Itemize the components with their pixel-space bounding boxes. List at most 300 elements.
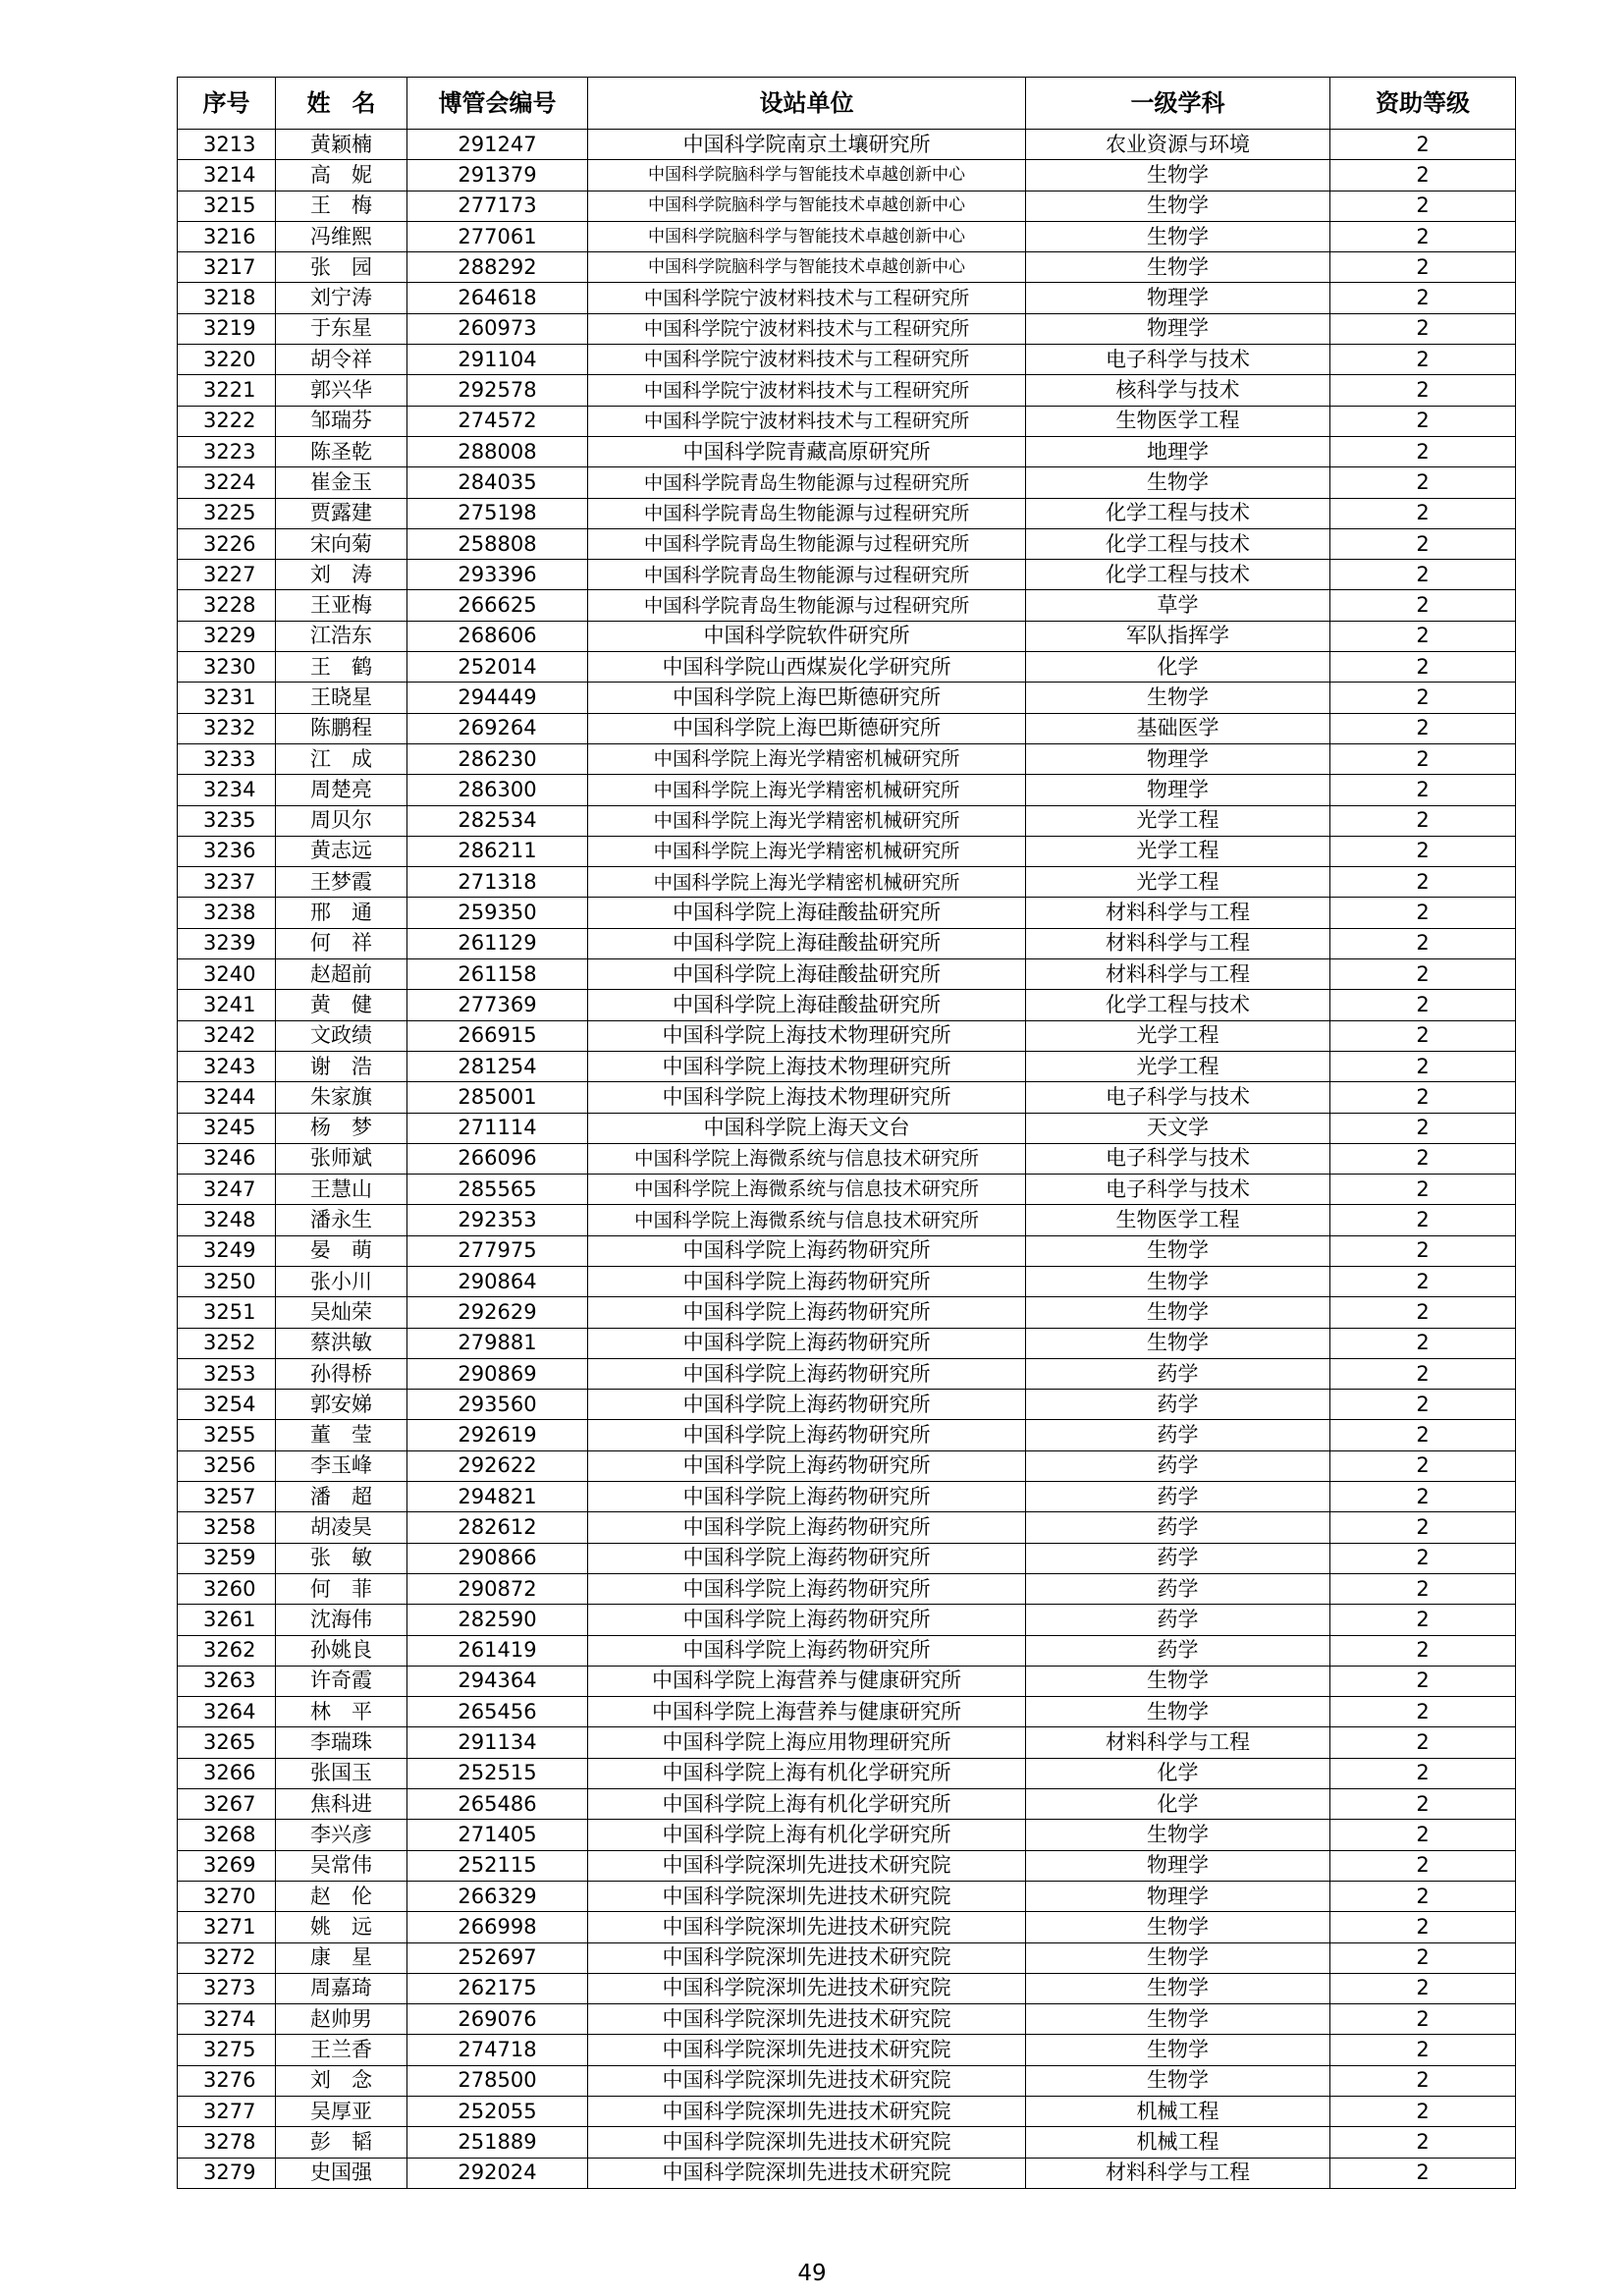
cell-discipline: 生物学 xyxy=(1026,1973,1330,2003)
cell-discipline: 电子科学与技术 xyxy=(1026,1175,1330,1205)
cell-grade: 2 xyxy=(1330,1328,1516,1358)
cell-grade: 2 xyxy=(1330,2004,1516,2035)
cell-name: 李瑞珠 xyxy=(276,1727,407,1758)
cell-grade: 2 xyxy=(1330,528,1516,559)
table-row xyxy=(178,1973,1516,2003)
cell-name: 王慧山 xyxy=(276,1175,407,1205)
table-row xyxy=(178,1758,1516,1788)
table-row xyxy=(178,467,1516,498)
cell-grade: 2 xyxy=(1330,1820,1516,1850)
table-row xyxy=(178,590,1516,621)
cell-name: 晏 萌 xyxy=(276,1235,407,1266)
cell-discipline: 药学 xyxy=(1026,1358,1330,1389)
cell-grade: 2 xyxy=(1330,1266,1516,1296)
cell-code: 252014 xyxy=(407,652,588,683)
cell-code: 294821 xyxy=(407,1482,588,1512)
cell-discipline: 材料科学与工程 xyxy=(1026,898,1330,928)
cell-grade: 2 xyxy=(1330,375,1516,406)
cell-discipline: 军队指挥学 xyxy=(1026,621,1330,651)
table-row xyxy=(178,1266,1516,1296)
cell-seq: 3254 xyxy=(178,1390,276,1420)
cell-code: 266915 xyxy=(407,1020,588,1051)
cell-grade: 2 xyxy=(1330,836,1516,866)
cell-unit: 中国科学院上海药物研究所 xyxy=(588,1420,1026,1450)
cell-discipline: 电子科学与技术 xyxy=(1026,345,1330,375)
cell-name: 王 梅 xyxy=(276,191,407,221)
cell-discipline: 生物学 xyxy=(1026,1235,1330,1266)
cell-discipline: 物理学 xyxy=(1026,743,1330,774)
cell-discipline: 物理学 xyxy=(1026,283,1330,313)
cell-unit: 中国科学院上海药物研究所 xyxy=(588,1390,1026,1420)
table-row xyxy=(178,1543,1516,1573)
table-row xyxy=(178,560,1516,590)
table-row xyxy=(178,130,1516,160)
cell-unit: 中国科学院深圳先进技术研究院 xyxy=(588,1881,1026,1911)
cell-grade: 2 xyxy=(1330,436,1516,466)
cell-unit: 中国科学院宁波材料技术与工程研究所 xyxy=(588,406,1026,436)
cell-unit: 中国科学院深圳先进技术研究院 xyxy=(588,2097,1026,2127)
cell-name: 邢 通 xyxy=(276,898,407,928)
cell-code: 290866 xyxy=(407,1543,588,1573)
table-body xyxy=(178,130,1516,2189)
cell-grade: 2 xyxy=(1330,1297,1516,1328)
cell-unit: 中国科学院上海药物研究所 xyxy=(588,1482,1026,1512)
table-row xyxy=(178,1175,1516,1205)
cell-unit: 中国科学院上海应用物理研究所 xyxy=(588,1727,1026,1758)
table-row xyxy=(178,1235,1516,1266)
cell-grade: 2 xyxy=(1330,928,1516,958)
cell-unit: 中国科学院上海天文台 xyxy=(588,1113,1026,1143)
cell-code: 261158 xyxy=(407,959,588,990)
cell-unit: 中国科学院上海药物研究所 xyxy=(588,1328,1026,1358)
cell-grade: 2 xyxy=(1330,345,1516,375)
table-row xyxy=(178,1789,1516,1820)
cell-grade: 2 xyxy=(1330,1727,1516,1758)
cell-grade: 2 xyxy=(1330,898,1516,928)
cell-name: 张 园 xyxy=(276,252,407,283)
cell-code: 268606 xyxy=(407,621,588,651)
cell-code: 262175 xyxy=(407,1973,588,2003)
cell-grade: 2 xyxy=(1330,313,1516,344)
cell-discipline: 药学 xyxy=(1026,1543,1330,1573)
cell-discipline: 药学 xyxy=(1026,1482,1330,1512)
cell-seq: 3278 xyxy=(178,2127,276,2158)
header-name: 姓名 xyxy=(276,78,407,130)
cell-grade: 2 xyxy=(1330,1543,1516,1573)
cell-name: 张国玉 xyxy=(276,1758,407,1788)
cell-seq: 3277 xyxy=(178,2097,276,2127)
table-row xyxy=(178,621,1516,651)
table-row xyxy=(178,1942,1516,1973)
cell-grade: 2 xyxy=(1330,560,1516,590)
cell-unit: 中国科学院脑科学与智能技术卓越创新中心 xyxy=(588,221,1026,251)
table-row xyxy=(178,1850,1516,1881)
cell-discipline: 药学 xyxy=(1026,1450,1330,1481)
cell-name: 赵帅男 xyxy=(276,2004,407,2035)
cell-code: 269264 xyxy=(407,713,588,743)
cell-code: 293396 xyxy=(407,560,588,590)
table-row xyxy=(178,2065,1516,2096)
table-row xyxy=(178,1450,1516,1481)
cell-discipline: 生物学 xyxy=(1026,2035,1330,2065)
cell-code: 293560 xyxy=(407,1390,588,1420)
cell-seq: 3271 xyxy=(178,1912,276,1942)
cell-code: 286230 xyxy=(407,743,588,774)
cell-discipline: 药学 xyxy=(1026,1635,1330,1666)
cell-grade: 2 xyxy=(1330,1205,1516,1235)
cell-name: 蔡洪敏 xyxy=(276,1328,407,1358)
cell-name: 江 成 xyxy=(276,743,407,774)
cell-grade: 2 xyxy=(1330,130,1516,160)
cell-discipline: 光学工程 xyxy=(1026,1020,1330,1051)
cell-discipline: 生物学 xyxy=(1026,683,1330,713)
cell-discipline: 化学 xyxy=(1026,1758,1330,1788)
table-row xyxy=(178,2158,1516,2188)
cell-discipline: 物理学 xyxy=(1026,1881,1330,1911)
cell-grade: 2 xyxy=(1330,1175,1516,1205)
cell-code: 282534 xyxy=(407,805,588,836)
cell-name: 宋向菊 xyxy=(276,528,407,559)
cell-seq: 3214 xyxy=(178,160,276,191)
table-row xyxy=(178,1912,1516,1942)
table-row xyxy=(178,283,1516,313)
cell-grade: 2 xyxy=(1330,1758,1516,1788)
table-row xyxy=(178,1881,1516,1911)
cell-name: 黄颖楠 xyxy=(276,130,407,160)
table-row xyxy=(178,1051,1516,1081)
table-row xyxy=(178,836,1516,866)
cell-grade: 2 xyxy=(1330,498,1516,528)
cell-seq: 3232 xyxy=(178,713,276,743)
cell-name: 吴灿荣 xyxy=(276,1297,407,1328)
cell-discipline: 化学 xyxy=(1026,652,1330,683)
cell-name: 黄 健 xyxy=(276,990,407,1020)
cell-name: 陈鹏程 xyxy=(276,713,407,743)
cell-discipline: 生物学 xyxy=(1026,1912,1330,1942)
cell-grade: 2 xyxy=(1330,1850,1516,1881)
cell-unit: 中国科学院上海光学精密机械研究所 xyxy=(588,867,1026,898)
table-row xyxy=(178,221,1516,251)
cell-name: 潘永生 xyxy=(276,1205,407,1235)
cell-discipline: 生物学 xyxy=(1026,191,1330,221)
cell-unit: 中国科学院上海营养与健康研究所 xyxy=(588,1666,1026,1696)
cell-code: 277061 xyxy=(407,221,588,251)
cell-name: 王亚梅 xyxy=(276,590,407,621)
cell-seq: 3221 xyxy=(178,375,276,406)
cell-code: 285565 xyxy=(407,1175,588,1205)
cell-grade: 2 xyxy=(1330,1973,1516,2003)
table-row xyxy=(178,928,1516,958)
cell-discipline: 材料科学与工程 xyxy=(1026,928,1330,958)
cell-code: 282590 xyxy=(407,1605,588,1635)
cell-seq: 3257 xyxy=(178,1482,276,1512)
cell-discipline: 生物学 xyxy=(1026,1697,1330,1727)
cell-unit: 中国科学院上海技术物理研究所 xyxy=(588,1051,1026,1081)
cell-grade: 2 xyxy=(1330,1635,1516,1666)
cell-seq: 3261 xyxy=(178,1605,276,1635)
cell-name: 郭安娣 xyxy=(276,1390,407,1420)
cell-grade: 2 xyxy=(1330,2097,1516,2127)
cell-seq: 3218 xyxy=(178,283,276,313)
cell-grade: 2 xyxy=(1330,221,1516,251)
cell-discipline: 生物学 xyxy=(1026,1266,1330,1296)
cell-seq: 3217 xyxy=(178,252,276,283)
cell-name: 胡令祥 xyxy=(276,345,407,375)
cell-seq: 3230 xyxy=(178,652,276,683)
cell-unit: 中国科学院上海有机化学研究所 xyxy=(588,1758,1026,1788)
cell-grade: 2 xyxy=(1330,252,1516,283)
cell-name: 朱家旗 xyxy=(276,1082,407,1113)
cell-seq: 3263 xyxy=(178,1666,276,1696)
cell-unit: 中国科学院脑科学与智能技术卓越创新中心 xyxy=(588,160,1026,191)
cell-code: 282612 xyxy=(407,1512,588,1543)
cell-seq: 3259 xyxy=(178,1543,276,1573)
cell-code: 260973 xyxy=(407,313,588,344)
table-row xyxy=(178,1082,1516,1113)
cell-code: 274572 xyxy=(407,406,588,436)
header-discipline: 一级学科 xyxy=(1026,78,1330,130)
cell-discipline: 地理学 xyxy=(1026,436,1330,466)
cell-name: 林 平 xyxy=(276,1697,407,1727)
cell-name: 张 敏 xyxy=(276,1543,407,1573)
cell-grade: 2 xyxy=(1330,1881,1516,1911)
cell-discipline: 生物学 xyxy=(1026,252,1330,283)
cell-name: 邹瑞芬 xyxy=(276,406,407,436)
cell-code: 261129 xyxy=(407,928,588,958)
cell-discipline: 生物学 xyxy=(1026,221,1330,251)
table-row xyxy=(178,683,1516,713)
cell-grade: 2 xyxy=(1330,1020,1516,1051)
cell-seq: 3238 xyxy=(178,898,276,928)
cell-discipline: 药学 xyxy=(1026,1420,1330,1450)
cell-unit: 中国科学院宁波材料技术与工程研究所 xyxy=(588,283,1026,313)
cell-code: 286211 xyxy=(407,836,588,866)
cell-unit: 中国科学院青岛生物能源与过程研究所 xyxy=(588,467,1026,498)
cell-discipline: 光学工程 xyxy=(1026,1051,1330,1081)
table-row xyxy=(178,1420,1516,1450)
cell-seq: 3234 xyxy=(178,775,276,805)
cell-seq: 3223 xyxy=(178,436,276,466)
cell-unit: 中国科学院上海药物研究所 xyxy=(588,1635,1026,1666)
cell-seq: 3252 xyxy=(178,1328,276,1358)
cell-name: 胡凌昊 xyxy=(276,1512,407,1543)
cell-discipline: 物理学 xyxy=(1026,775,1330,805)
cell-grade: 2 xyxy=(1330,283,1516,313)
cell-grade: 2 xyxy=(1330,867,1516,898)
cell-name: 许奇霞 xyxy=(276,1666,407,1696)
cell-seq: 3268 xyxy=(178,1820,276,1850)
cell-discipline: 天文学 xyxy=(1026,1113,1330,1143)
cell-grade: 2 xyxy=(1330,1666,1516,1696)
cell-discipline: 材料科学与工程 xyxy=(1026,959,1330,990)
cell-discipline: 光学工程 xyxy=(1026,867,1330,898)
table-row xyxy=(178,498,1516,528)
cell-seq: 3229 xyxy=(178,621,276,651)
cell-unit: 中国科学院青岛生物能源与过程研究所 xyxy=(588,560,1026,590)
table-row xyxy=(178,898,1516,928)
table-row xyxy=(178,713,1516,743)
cell-grade: 2 xyxy=(1330,1358,1516,1389)
cell-unit: 中国科学院上海巴斯德研究所 xyxy=(588,713,1026,743)
cell-code: 251889 xyxy=(407,2127,588,2158)
cell-name: 贾露建 xyxy=(276,498,407,528)
cell-seq: 3274 xyxy=(178,2004,276,2035)
table-row xyxy=(178,160,1516,191)
cell-grade: 2 xyxy=(1330,621,1516,651)
cell-name: 史国强 xyxy=(276,2158,407,2188)
cell-name: 郭兴华 xyxy=(276,375,407,406)
table-row xyxy=(178,1482,1516,1512)
cell-seq: 3240 xyxy=(178,959,276,990)
cell-code: 288008 xyxy=(407,436,588,466)
cell-seq: 3266 xyxy=(178,1758,276,1788)
cell-code: 277975 xyxy=(407,1235,588,1266)
cell-discipline: 化学工程与技术 xyxy=(1026,498,1330,528)
table-row xyxy=(178,1697,1516,1727)
cell-name: 周贝尔 xyxy=(276,805,407,836)
cell-seq: 3273 xyxy=(178,1973,276,2003)
cell-seq: 3236 xyxy=(178,836,276,866)
cell-discipline: 机械工程 xyxy=(1026,2127,1330,2158)
cell-unit: 中国科学院上海技术物理研究所 xyxy=(588,1020,1026,1051)
cell-unit: 中国科学院上海药物研究所 xyxy=(588,1235,1026,1266)
table-row xyxy=(178,1113,1516,1143)
cell-grade: 2 xyxy=(1330,406,1516,436)
cell-seq: 3246 xyxy=(178,1143,276,1174)
cell-seq: 3269 xyxy=(178,1850,276,1881)
header-row xyxy=(178,78,1516,130)
cell-code: 275198 xyxy=(407,498,588,528)
header-code: 博管会编号 xyxy=(407,78,588,130)
cell-seq: 3243 xyxy=(178,1051,276,1081)
cell-grade: 2 xyxy=(1330,990,1516,1020)
cell-code: 266625 xyxy=(407,590,588,621)
cell-code: 266998 xyxy=(407,1912,588,1942)
cell-unit: 中国科学院上海营养与健康研究所 xyxy=(588,1697,1026,1727)
cell-discipline: 生物学 xyxy=(1026,160,1330,191)
cell-code: 292619 xyxy=(407,1420,588,1450)
table-row xyxy=(178,743,1516,774)
cell-code: 269076 xyxy=(407,2004,588,2035)
cell-discipline: 材料科学与工程 xyxy=(1026,1727,1330,1758)
cell-discipline: 生物学 xyxy=(1026,1942,1330,1973)
cell-unit: 中国科学院青藏高原研究所 xyxy=(588,436,1026,466)
cell-grade: 2 xyxy=(1330,805,1516,836)
cell-discipline: 化学 xyxy=(1026,1789,1330,1820)
cell-unit: 中国科学院深圳先进技术研究院 xyxy=(588,2035,1026,2065)
cell-unit: 中国科学院软件研究所 xyxy=(588,621,1026,651)
cell-discipline: 药学 xyxy=(1026,1512,1330,1543)
cell-name: 文政绩 xyxy=(276,1020,407,1051)
cell-name: 吴常伟 xyxy=(276,1850,407,1881)
cell-name: 王兰香 xyxy=(276,2035,407,2065)
cell-discipline: 光学工程 xyxy=(1026,836,1330,866)
cell-seq: 3237 xyxy=(178,867,276,898)
table-row xyxy=(178,2127,1516,2158)
cell-unit: 中国科学院脑科学与智能技术卓越创新中心 xyxy=(588,191,1026,221)
table-row xyxy=(178,1328,1516,1358)
cell-name: 孙姚良 xyxy=(276,1635,407,1666)
cell-seq: 3258 xyxy=(178,1512,276,1543)
cell-name: 刘宁涛 xyxy=(276,283,407,313)
cell-grade: 2 xyxy=(1330,191,1516,221)
cell-name: 黄志远 xyxy=(276,836,407,866)
cell-name: 姚 远 xyxy=(276,1912,407,1942)
cell-unit: 中国科学院上海有机化学研究所 xyxy=(588,1789,1026,1820)
cell-discipline: 药学 xyxy=(1026,1390,1330,1420)
cell-code: 252697 xyxy=(407,1942,588,1973)
cell-seq: 3249 xyxy=(178,1235,276,1266)
cell-seq: 3219 xyxy=(178,313,276,344)
cell-code: 266329 xyxy=(407,1881,588,1911)
table-row xyxy=(178,2004,1516,2035)
cell-unit: 中国科学院上海微系统与信息技术研究所 xyxy=(588,1175,1026,1205)
cell-discipline: 药学 xyxy=(1026,1573,1330,1604)
cell-grade: 2 xyxy=(1330,1605,1516,1635)
table-row xyxy=(178,252,1516,283)
cell-unit: 中国科学院上海技术物理研究所 xyxy=(588,1082,1026,1113)
cell-name: 何 菲 xyxy=(276,1573,407,1604)
cell-unit: 中国科学院脑科学与智能技术卓越创新中心 xyxy=(588,252,1026,283)
cell-unit: 中国科学院深圳先进技术研究院 xyxy=(588,1973,1026,2003)
table-row xyxy=(178,345,1516,375)
cell-code: 277369 xyxy=(407,990,588,1020)
cell-name: 何 祥 xyxy=(276,928,407,958)
cell-code: 261419 xyxy=(407,1635,588,1666)
cell-code: 277173 xyxy=(407,191,588,221)
table-row xyxy=(178,1020,1516,1051)
cell-seq: 3279 xyxy=(178,2158,276,2188)
cell-unit: 中国科学院上海光学精密机械研究所 xyxy=(588,805,1026,836)
cell-grade: 2 xyxy=(1330,2158,1516,2188)
cell-unit: 中国科学院深圳先进技术研究院 xyxy=(588,1850,1026,1881)
cell-discipline: 电子科学与技术 xyxy=(1026,1082,1330,1113)
table-row xyxy=(178,1390,1516,1420)
cell-grade: 2 xyxy=(1330,1143,1516,1174)
table-row xyxy=(178,1573,1516,1604)
cell-discipline: 药学 xyxy=(1026,1605,1330,1635)
cell-name: 李玉峰 xyxy=(276,1450,407,1481)
cell-unit: 中国科学院上海光学精密机械研究所 xyxy=(588,743,1026,774)
cell-discipline: 电子科学与技术 xyxy=(1026,1143,1330,1174)
table-row xyxy=(178,1143,1516,1174)
cell-unit: 中国科学院深圳先进技术研究院 xyxy=(588,2127,1026,2158)
cell-code: 264618 xyxy=(407,283,588,313)
cell-unit: 中国科学院上海药物研究所 xyxy=(588,1543,1026,1573)
cell-name: 周嘉琦 xyxy=(276,1973,407,2003)
cell-name: 沈海伟 xyxy=(276,1605,407,1635)
cell-seq: 3233 xyxy=(178,743,276,774)
cell-name: 潘 超 xyxy=(276,1482,407,1512)
cell-seq: 3224 xyxy=(178,467,276,498)
header-unit: 设站单位 xyxy=(588,78,1026,130)
cell-name: 赵超前 xyxy=(276,959,407,990)
cell-code: 279881 xyxy=(407,1328,588,1358)
cell-unit: 中国科学院上海药物研究所 xyxy=(588,1358,1026,1389)
table-row xyxy=(178,375,1516,406)
cell-name: 董 莹 xyxy=(276,1420,407,1450)
cell-seq: 3245 xyxy=(178,1113,276,1143)
cell-seq: 3253 xyxy=(178,1358,276,1389)
page-number: 49 xyxy=(797,2261,827,2286)
cell-seq: 3216 xyxy=(178,221,276,251)
table-row xyxy=(178,652,1516,683)
cell-code: 288292 xyxy=(407,252,588,283)
cell-seq: 3227 xyxy=(178,560,276,590)
cell-name: 王梦霞 xyxy=(276,867,407,898)
cell-grade: 2 xyxy=(1330,1697,1516,1727)
cell-unit: 中国科学院青岛生物能源与过程研究所 xyxy=(588,528,1026,559)
